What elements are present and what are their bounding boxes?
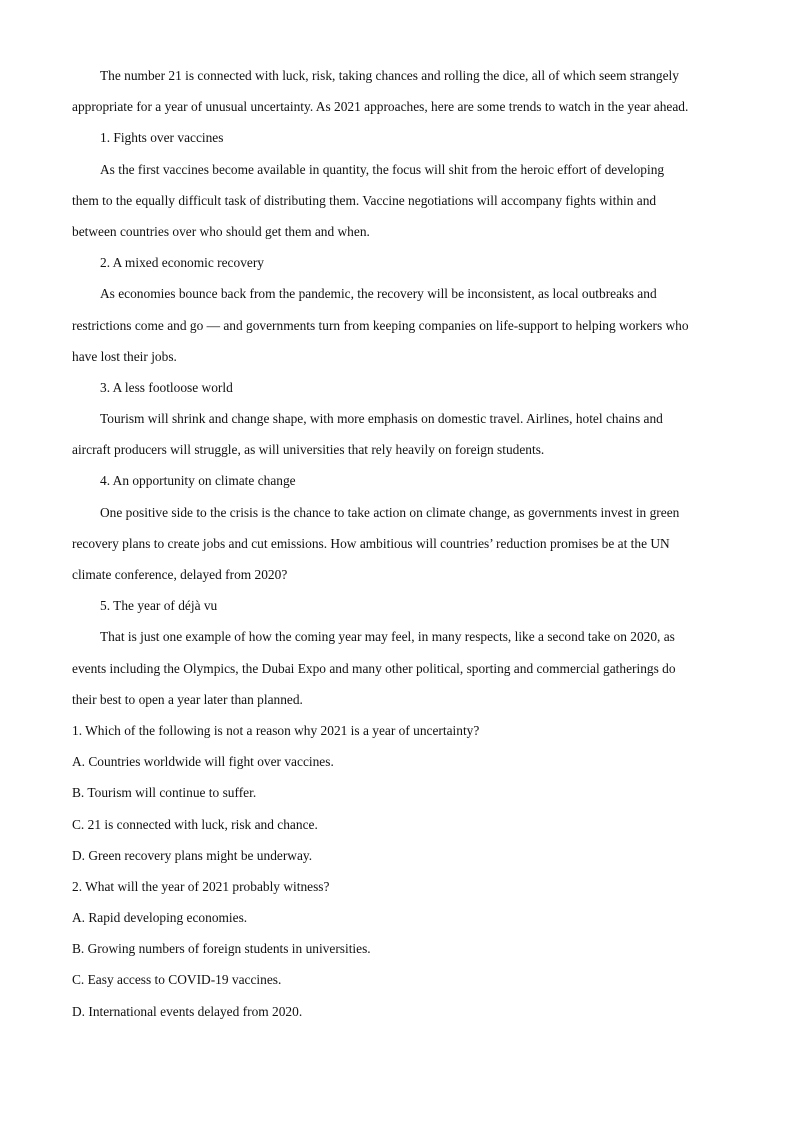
section-heading: 2. A mixed economic recovery (100, 255, 264, 271)
intro-line: The number 21 is connected with luck, risk, taking chances and rolling the dice, all of which seem strangely (100, 68, 679, 83)
question-option: C. 21 is connected with luck, risk and chance. (72, 816, 318, 832)
section-line: events including the Olympics, the Dubai Expo and many other political, sporting and commercial gatherings do (72, 660, 676, 676)
question-option: D. Green recovery plans might be underway. (72, 847, 313, 863)
section-line: them to the equally difficult task of distributing them. Vaccine negotiations will accompany fights within and (72, 192, 657, 208)
intro-line: appropriate for a year of unusual uncertainty. As 2021 approaches, here are some trends to watch in the year ahead. (72, 99, 689, 115)
section-heading: 4. An opportunity on climate change (100, 473, 296, 489)
section-line: Tourism will shrink and change shape, with more emphasis on domestic travel. Airlines, hotel chains and (100, 411, 663, 427)
section-line: climate conference, delayed from 2020? (72, 567, 288, 582)
section-line: restrictions come and go — and governments turn from keeping companies on life-support to helping workers who (72, 317, 689, 333)
section-line: One positive side to the crisis is the chance to take action on climate change, as governments invest in green (100, 504, 680, 520)
question-option: D. International events delayed from 2020. (72, 1003, 303, 1019)
section-line: That is just one example of how the coming year may feel, in many respects, like a second take on 2020, as (100, 629, 675, 645)
section-heading: 1. Fights over vaccines (100, 130, 224, 146)
section-line: As the first vaccines become available in quantity, the focus will shit from the heroic effort of developing (100, 161, 665, 177)
document-page (72, 60, 722, 1027)
section-line: between countries over who should get them and when. (72, 223, 370, 239)
section-line: have lost their jobs. (72, 348, 177, 364)
section-heading: 5. The year of déjà vu (100, 598, 218, 614)
question-stem: 1. Which of the following is not a reason why 2021 is a year of uncertainty? (72, 722, 480, 738)
question-option: C. Easy access to COVID-19 vaccines. (72, 972, 282, 988)
question-option: A. Countries worldwide will fight over vaccines. (72, 754, 334, 770)
question-stem: 2. What will the year of 2021 probably witness? (72, 878, 330, 894)
question-option: B. Growing numbers of foreign students in universities. (72, 941, 371, 957)
section-line: aircraft producers will struggle, as will universities that rely heavily on foreign students. (72, 442, 545, 458)
question-option: B. Tourism will continue to suffer. (72, 785, 257, 801)
section-line: recovery plans to create jobs and cut emissions. How ambitious will countries’ reduction promises be at the UN (72, 535, 670, 551)
section-line: As economies bounce back from the pandemic, the recovery will be inconsistent, as local outbreaks and (100, 286, 657, 302)
question-option: A. Rapid developing economies. (72, 910, 248, 926)
section-heading: 3. A less footloose world (100, 379, 233, 395)
section-line: their best to open a year later than planned. (72, 691, 303, 707)
